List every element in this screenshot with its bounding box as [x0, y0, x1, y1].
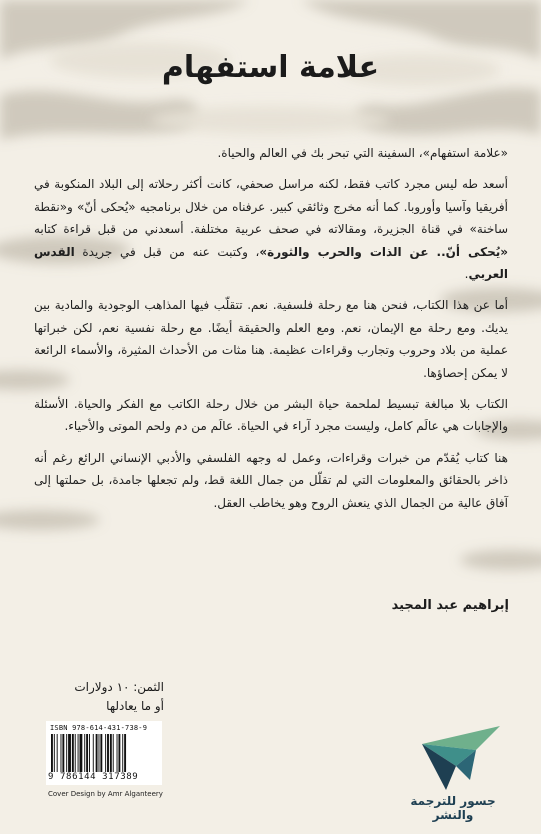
- barcode-bar: [80, 734, 83, 772]
- barcode-digits: 9 786144 317389: [48, 772, 139, 782]
- barcode-bar: [118, 734, 120, 772]
- barcode-bar: [93, 734, 94, 772]
- barcode-bar: [78, 734, 79, 772]
- book-reference: «يُحكى أنّ.. عن الذات والحرب والثورة»: [259, 244, 508, 259]
- barcode-bar: [100, 734, 102, 772]
- barcode-bar: [66, 734, 67, 772]
- barcode-bar: [68, 734, 71, 772]
- isbn-label: ISBN 978-614-431-738-9: [50, 724, 148, 732]
- blurb-text-run: .: [464, 267, 469, 282]
- barcode-bar: [117, 734, 118, 772]
- cover-design-credit: Cover Design by Amr Alganteery: [48, 790, 163, 798]
- publisher-name: جسور للترجمة والنشر: [410, 794, 496, 822]
- blurb-paragraph: أما عن هذا الكتاب، فنحن هنا مع رحلة فلسفية. نعم. تتقلّب فيها المذاهب الوجودية والمادية بين يديك. ومع رحلة مع الإيمان، نعم. ومع العلم والحقيقة أيضًا. مع رحلة نفسية نعم، لكن خبراتها عملية من بلاد وحروب وتجارب وقراءات عظيمة. هنا مثات من الأحداث المثيرة، والأسماء الرائعة لا يمكن إحصاؤها.: [34, 298, 508, 380]
- barcode-bar: [99, 734, 100, 772]
- barcode-bar: [62, 734, 64, 772]
- barcode-bar: [84, 734, 85, 772]
- price-block: [52, 678, 164, 716]
- barcode-bar: [54, 734, 55, 772]
- barcode-bar: [51, 734, 53, 772]
- barcode: [50, 734, 158, 772]
- barcode-bar: [107, 734, 109, 772]
- barcode-bar: [113, 734, 114, 772]
- price-equivalent: أو ما يعادلها: [106, 699, 164, 713]
- blurb-paragraph: الكتاب بلا مبالغة تبسيط لملحمة حياة البشر من خلال رحلة الكاتب مع الفكر والحياة. الأسئلة والإجابات هي عالَم كامل، وليست مجرد آراء في الحياة. عالَم من دم ولحم الموتى والأحياء.: [34, 397, 508, 434]
- publisher-logo-icon: [416, 720, 506, 792]
- barcode-bar: [72, 734, 74, 772]
- blurb-paragraph: «علامة استفهام»، السفينة التي تبحر بك في العالم والحياة.: [217, 146, 508, 160]
- newspaper-reference: القدس العربي: [34, 244, 508, 282]
- book-title: علامة استفهام: [161, 50, 380, 85]
- barcode-bar: [122, 734, 123, 772]
- blurb-text-run: ، وكتبت عنه من قبل في جريدة: [74, 244, 260, 259]
- blurb-text-run: أسعد طه ليس مجرد كاتب فقط، لكنه مراسل صحفي، كانت أكثر رحلاته إلى البلاد المنكوبة في أفريقيا وآسيا وأوروبا. كما أنه مخرج وثائقي كبير. عرفناه من خلال برنامجيه «يُحكى أنّ» و«نقطة ساخنة» في قناة الجزيرة، ومقالاته في صحف عربية مختلفة. أسعدني من قبل قراءة كتابه: [34, 177, 508, 237]
- barcode-bar: [124, 734, 126, 772]
- barcode-bar: [75, 734, 76, 772]
- barcode-bar: [86, 734, 88, 772]
- barcode-bar: [57, 734, 58, 772]
- blurb-paragraph: هنا كتاب يُقدّم من خبرات وقراءات، وعمل له وجهه الفلسفي والأدبي الإنساني الرائع رغم أنه ذاخر بالحقائق والمعلومات التي لم تقلّل من جمال اللغة قط، ولم تجعلها جامدة، بل حملتها إلى آفاق عالية من الجمال الذي ينعش الروح وهو يخاطب العقل.: [34, 450, 508, 510]
- price-line: الثمن: ١٠ دولارات: [74, 680, 164, 694]
- barcode-bar: [105, 734, 106, 772]
- barcode-bar: [89, 734, 90, 772]
- barcode-bar: [61, 734, 62, 772]
- blurb-paragraph: [34, 173, 508, 285]
- blurb-author: إبراهيم عبد المجيد: [391, 598, 509, 613]
- barcode-bar: [96, 734, 98, 772]
- barcode-bar: [110, 734, 112, 772]
- blurb-text: [34, 142, 508, 523]
